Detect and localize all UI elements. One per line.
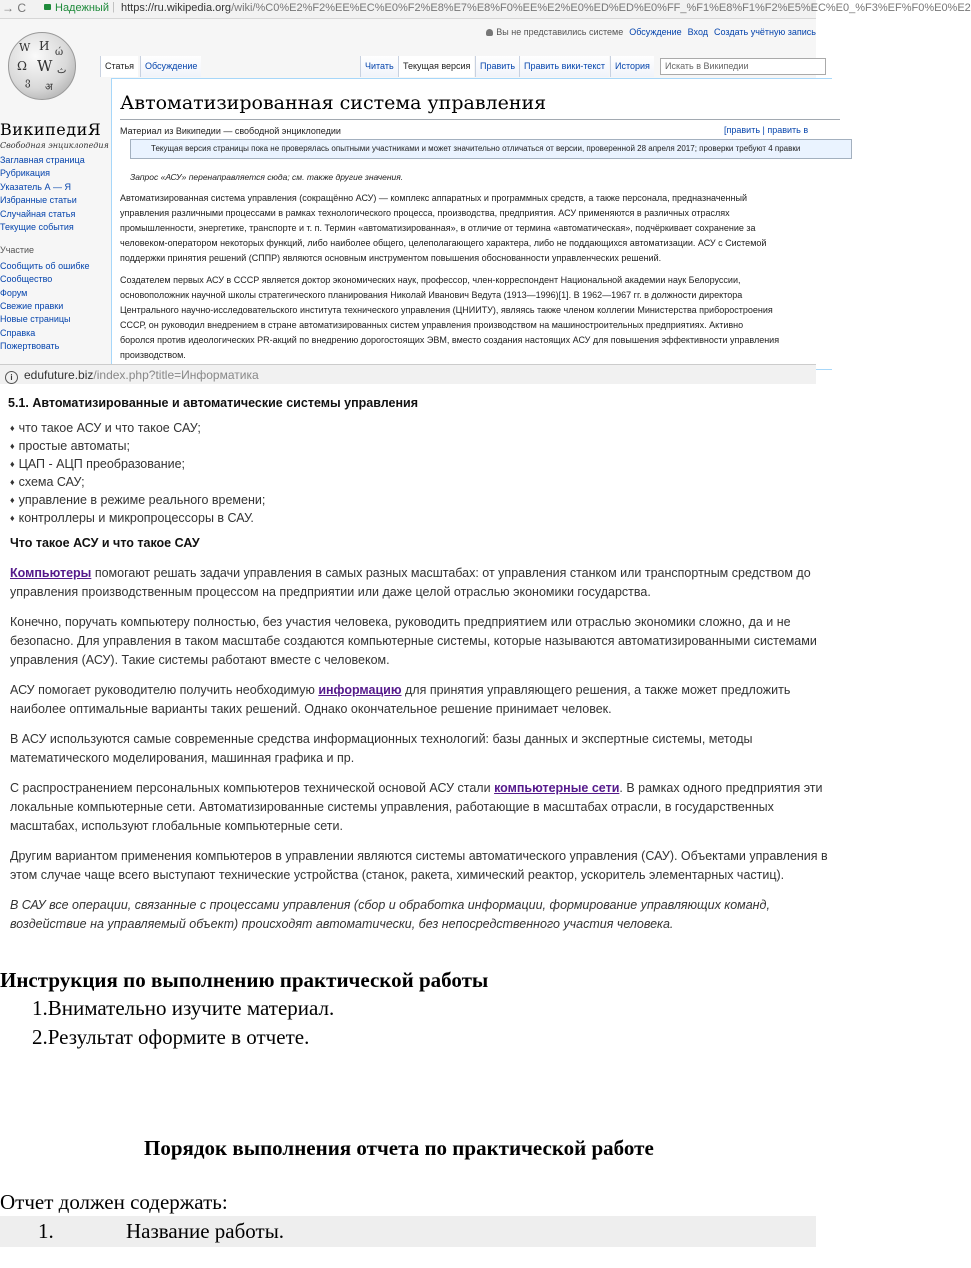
wikipedia-tagline: Свободная энциклопедия: [0, 141, 109, 150]
wiki-tabs: [100, 56, 816, 78]
sidebar-item[interactable]: Случайная статья: [0, 208, 76, 219]
tab-read[interactable]: Читать: [360, 56, 398, 77]
url-host: https://ru.wikipedia.org: [121, 2, 232, 14]
paragraph-text: АСУ помогает руководителю получить необходимую: [10, 683, 319, 697]
list-item: [10, 473, 265, 491]
sidebar-item[interactable]: Свежие правки: [0, 301, 64, 312]
tab-article[interactable]: Статья: [100, 56, 138, 77]
paragraph-line: воздействие на управляемый объект) происходят автоматически, без непосредственного участия человека.: [10, 917, 674, 931]
paragraph-line: этом случае чаще всего выступают технические устройства (станок, ракета, химический реактор, ускоритель элементарных частиц).: [10, 868, 785, 882]
report-item: [0, 1216, 816, 1247]
hatnote: Запрос «АСУ» перенаправляется сюда; см. также другие значения.: [130, 172, 404, 182]
paragraph-text: С распространением персональных компьютеров технической основой АСУ стали: [10, 781, 495, 795]
section-edit-links[interactable]: [править | править в: [724, 125, 809, 135]
report-intro: Отчет должен содержать:: [0, 1190, 228, 1214]
sidebar-item[interactable]: Сообщество: [0, 274, 53, 285]
list-item-text: управление в режиме реального времени;: [18, 493, 266, 507]
wikipedia-screenshot: [0, 0, 971, 364]
bullet-icon: ♦: [10, 513, 15, 523]
paragraph-text: для принятия управляющего решения, а также может предложить: [401, 683, 791, 697]
edu-paragraph-3: [10, 681, 830, 719]
sidebar-heading: Участие: [0, 245, 35, 256]
paragraph-line: управления различными процессами в рамках технологического процесса, производства, предприятия. АСУ применяются в различных отраслях: [120, 208, 730, 218]
user-icon: [486, 29, 493, 36]
wiki-paragraph-2: [120, 273, 836, 363]
edu-paragraph-5: [10, 779, 830, 836]
list-item-text: контроллеры и микропроцессоры в САУ.: [18, 511, 254, 525]
paragraph-line: В САУ все операции, связанные с процессами управления (сбор и обработка информации, формирование управляющих команд,: [10, 898, 770, 912]
list-item-text: ЦАП - АЦП преобразование;: [18, 457, 186, 471]
wiki-sidebar: [0, 154, 112, 354]
bullet-icon: ♦: [10, 423, 15, 433]
bullet-icon: ♦: [10, 441, 15, 451]
page-subtitle: Материал из Википедии — свободной энциклопедии: [120, 126, 341, 136]
edu-paragraph-4: [10, 730, 830, 768]
instruction-step: 1.Внимательно изучите материал.: [32, 996, 335, 1020]
paragraph-line: управления (АСУ). Такие системы работают вместе с человеком.: [10, 653, 390, 667]
sidebar-item[interactable]: Избранные статьи: [0, 195, 77, 206]
sidebar-item[interactable]: Справка: [0, 327, 36, 338]
document-body: [0, 940, 816, 1268]
topic-list: [10, 419, 265, 527]
lock-icon: [44, 4, 51, 10]
tab-history[interactable]: История: [610, 56, 654, 77]
report-item-number: 1.: [38, 1219, 54, 1243]
url-text[interactable]: [121, 2, 971, 14]
page-title: Автоматизированная система управления: [120, 92, 547, 114]
list-item: [10, 491, 265, 509]
personal-talk-link[interactable]: Обсуждение: [629, 27, 682, 37]
bullet-icon: ♦: [10, 477, 15, 487]
edu-paragraph-6: [10, 847, 830, 885]
sidebar-item[interactable]: Текущие события: [0, 222, 74, 233]
instruction-step: 2.Результат оформите в отчете.: [32, 1025, 310, 1049]
wiki-search-input[interactable]: Искать в Википедии: [660, 58, 826, 75]
list-item: [10, 437, 265, 455]
paragraph-line: основоположник научной школы стратегического планирования Николай Иванович Ведута (1913—1996)[1]. В 1962—1967 гг. в должности директора: [120, 290, 743, 300]
list-item: [10, 419, 265, 437]
tab-edit[interactable]: Править: [475, 56, 519, 77]
address-separator: |: [112, 1, 115, 13]
paragraph-text: помогают решать задачи управления в самых разных масштабах: от управления станком или транспортным средством до: [91, 566, 811, 580]
review-notice: Текущая версия страницы пока не проверялась опытными участниками и может значительно отличаться от версии, проверенной 28 апреля 2017; проверки требуют 4 правки: [130, 139, 852, 159]
edu-paragraph-2: [10, 613, 830, 670]
paragraph-line: безопасно. Для управления в таком масштабе создаются компьютерные системы, которые называются автоматизированными системами: [10, 634, 817, 648]
sidebar-item[interactable]: Указатель А — Я: [0, 181, 71, 192]
paragraph-line: промышленности, энергетике, транспорте и т. п. Термин «автоматизированная», в отличие от термина «автоматическая», подчёркивает сохранение за: [120, 223, 756, 233]
paragraph-line: СССР, он руководил внедрением в стране автоматизированных систем управления производством на машиностроительных предприятиях. Активно: [120, 320, 744, 330]
paragraph-line: управления производственным процессом на предприятии или даже целой отраслью экономики государства.: [10, 585, 651, 599]
sidebar-item[interactable]: Заглавная страница: [0, 155, 85, 165]
tab-talk[interactable]: Обсуждение: [140, 56, 201, 77]
sidebar-item[interactable]: Форум: [0, 287, 28, 298]
paragraph-line: Автоматизированная система управления (сокращённо АСУ) — комплекс аппаратных и программных средств, а также персонала, предназначенный: [120, 193, 747, 203]
paragraph-line: человеком-оператором некоторых функций, либо наиболее общего, целеполагающего характера, либо не поддающихся автоматизации. АСУ с Системой: [120, 238, 767, 248]
list-item: [10, 455, 265, 473]
paragraph-line: В АСУ используются самые современные средства информационных технологий: базы данных и экспертные системы, методы: [10, 732, 753, 746]
status-host: edufuture.biz: [24, 368, 94, 382]
status-bar: [0, 364, 816, 386]
edufuture-screenshot: [0, 384, 828, 940]
paragraph-text: . В рамках одного предприятия эти: [619, 781, 823, 795]
status-path: /index.php?title=Информатика: [93, 368, 259, 382]
list-item-text: что такое АСУ и что такое САУ;: [18, 421, 201, 435]
list-item-text: простые автоматы;: [18, 439, 130, 453]
paragraph-line: производством.: [120, 350, 186, 360]
tab-edit-wikitext[interactable]: Править вики-текст: [519, 56, 609, 77]
wikipedia-logo[interactable]: [0, 22, 112, 150]
secure-label: Надежный: [55, 2, 109, 14]
title-divider: [120, 119, 840, 120]
wiki-paragraph-1: [120, 191, 836, 266]
paragraph-line: боролся против идеологических PR-акций по внедрению дорогостоящих ЭВМ, вместо создания настоящих АСУ для повышения эффективности управления: [120, 335, 780, 345]
tab-current-version[interactable]: Текущая версия: [398, 56, 474, 77]
sidebar-item[interactable]: Сообщить об ошибке: [0, 260, 90, 271]
personal-tools: [486, 27, 816, 37]
computer-networks-link[interactable]: компьютерные сети: [494, 781, 620, 795]
bullet-icon: ♦: [10, 459, 15, 469]
sidebar-item[interactable]: Пожертвовать: [0, 341, 60, 352]
wiki-content: [111, 78, 832, 370]
subsection-heading: Что такое АСУ и что такое САУ: [10, 536, 200, 550]
paragraph-line: Центрального научно-исследовательского института технического управления (ЦНИИТУ), являясь также членом коллегии Министерства приборостроения: [120, 305, 773, 315]
paragraph-line: Создателем первых АСУ в СССР является доктор экономических наук, профессор, член-корреспондент Национальной академии наук Белоруссии,: [120, 275, 741, 285]
create-account-link[interactable]: Создать учётную запись: [714, 27, 816, 37]
browser-address-bar[interactable]: [0, 0, 971, 19]
section-heading: 5.1. Автоматизированные и автоматические системы управления: [8, 396, 418, 410]
report-procedure-heading: Порядок выполнения отчета по практической работе: [144, 1136, 654, 1160]
paragraph-line: поддержки принятия решений (СППР) являются основным инструментом повышения обоснованности управленческих решений.: [120, 253, 662, 263]
browser-nav-icons[interactable]: → C: [2, 1, 26, 15]
paragraph-line: локальные компьютерные сети. Автоматизированные системы управления, работающие в масштабах отрасли, в государственных: [10, 800, 774, 814]
bullet-icon: ♦: [10, 495, 15, 505]
report-item-text: Название работы.: [126, 1219, 285, 1243]
paragraph-line: масштабах, используют глобальные компьютерные сети.: [10, 819, 343, 833]
paragraph-line: Другим вариантом применения компьютеров в управлении являются системы автоматического управления (САУ). Объектами управления в: [10, 849, 828, 863]
wikipedia-wordmark: ВикипедиЯ: [0, 120, 102, 139]
url-path: /wiki/%C0%E2%F2%EE%EC%E0%F2%E8%E7%E8%F0%EE%E2%E0%ED%ED%E0%FF_%F1%E8%F1%F2%E5%EC%E0_%F3%EF%F0%E0%E2: [231, 2, 971, 14]
sidebar-item[interactable]: Рубрикация: [0, 168, 50, 179]
wikipedia-globe-icon: W И ώ Ω W ث ვ अ: [8, 32, 76, 100]
login-link[interactable]: Вход: [687, 27, 709, 37]
info-icon: i: [5, 371, 18, 384]
edu-paragraph-1: [10, 564, 830, 602]
not-logged-in: Вы не представились системе: [496, 27, 624, 37]
instructions-heading: Инструкция по выполнению практической работы: [0, 968, 489, 992]
edu-paragraph-7: [10, 896, 830, 934]
information-link[interactable]: информацию: [318, 683, 402, 697]
list-item-text: схема САУ;: [18, 475, 85, 489]
paragraph-line: математического моделирования, машинная графика и пр.: [10, 751, 355, 765]
paragraph-line: Конечно, поручать компьютеру полностью, без участия человека, руководить предприятием или отраслью экономики сложно, да и не: [10, 615, 791, 629]
sidebar-item[interactable]: Новые страницы: [0, 314, 71, 325]
paragraph-line: наиболее оптимальные варианты таких решений. Однако окончательное решение принимает человек.: [10, 702, 612, 716]
computers-link[interactable]: Компьютеры: [10, 566, 92, 580]
list-item: [10, 509, 265, 527]
